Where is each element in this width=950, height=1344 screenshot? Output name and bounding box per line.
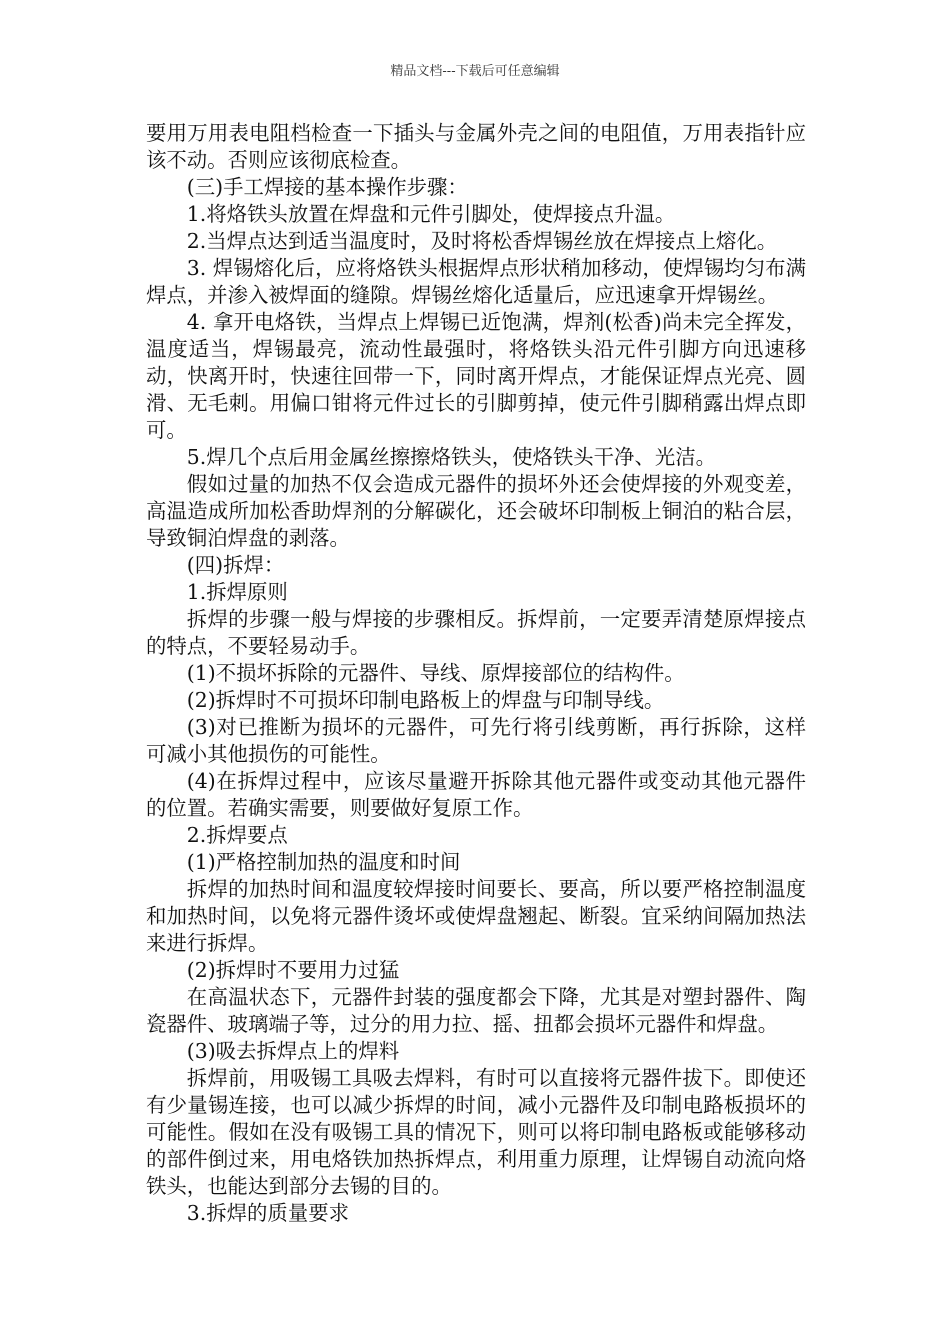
paragraph: 拆焊的步骤一般与焊接的步骤相反。拆焊前，一定要弄清楚原焊接点的特点，不要轻易动手。: [146, 607, 806, 658]
paragraph: 在高温状态下，元器件封装的强度都会下降，尤其是对塑封器件、陶瓷器件、玻璃端子等，过分的用力拉、摇、扭都会损坏元器件和焊盘。: [146, 985, 806, 1036]
paragraph: 1.拆焊原则: [186, 580, 288, 604]
paragraph: 5.焊几个点后用金属丝擦擦烙铁头，使烙铁头干净、光洁。: [186, 445, 717, 469]
paragraph: 3. 焊锡熔化后，应将烙铁头根据焊点形状稍加移动，使焊锡均匀布满焊点，并渗入被焊面的缝隙。焊锡丝熔化适量后，应迅速拿开焊锡丝。: [146, 256, 806, 307]
paragraph: 3.拆焊的质量要求: [186, 1201, 349, 1225]
paragraph: 假如过量的加热不仅会造成元器件的损坏外还会使焊接的外观变差，高温造成所加松香助焊剂的分解碳化，还会破坏印制板上铜泊的粘合层，导致铜泊焊盘的剥落。: [146, 472, 806, 550]
paragraph: 2.拆焊要点: [186, 823, 288, 847]
paragraph: (三)手工焊接的基本操作步骤：: [186, 175, 468, 199]
paragraph: 要用万用表电阻档检查一下插头与金属外壳之间的电阻值，万用表指针应该不动。否则应该彻底检查。: [146, 121, 806, 172]
paragraph: 拆焊的加热时间和温度较焊接时间要长、要高，所以要严格控制温度和加热时间，以免将元器件烫坏或使焊盘翘起、断裂。宜采纳间隔加热法来进行拆焊。: [146, 877, 806, 955]
paragraph: (4)在拆焊过程中，应该尽量避开拆除其他元器件或变动其他元器件的位置。若确实需要，则要做好复原工作。: [146, 769, 806, 820]
paragraph: (3)吸去拆焊点上的焊料: [186, 1039, 400, 1063]
paragraph: 4. 拿开电烙铁，当焊点上焊锡已近饱满，焊剂(松香)尚未完全挥发，温度适当，焊锡最亮，流动性最强时，将烙铁头沿元件引脚方向迅速移动，快离开时，快速往回带一下，同时离开焊点，才能保证焊点光亮、圆滑、无毛刺。用偏口钳将元件过长的引脚剪掉，使元件引脚稍露出焊点即可。: [146, 310, 806, 442]
paragraph: (1)不损坏拆除的元器件、导线、原焊接部位的结构件。: [186, 661, 685, 685]
page-header: 精品文档---下载后可任意编辑: [390, 64, 560, 79]
paragraph: (2)拆焊时不要用力过猛: [186, 958, 400, 982]
paragraph: (2)拆焊时不可损坏印制电路板上的焊盘与印制导线。: [186, 688, 665, 712]
paragraph: 2.当焊点达到适当温度时，及时将松香焊锡丝放在焊接点上熔化。: [186, 229, 778, 253]
paragraph: (四)拆焊：: [186, 553, 285, 577]
paragraph: (3)对已推断为损坏的元器件，可先行将引线剪断，再行拆除，这样可减小其他损伤的可能性。: [146, 715, 806, 766]
document-body: [146, 120, 806, 1227]
paragraph: (1)严格控制加热的温度和时间: [186, 850, 461, 874]
paragraph: 拆焊前，用吸锡工具吸去焊料，有时可以直接将元器件拔下。即使还有少量锡连接，也可以减少拆焊的时间，减小元器件及印制电路板损坏的可能性。假如在没有吸锡工具的情况下，则可以将印制电路板或能够移动的部件倒过来，用电烙铁加热拆焊点，利用重力原理，让焊锡自动流向烙铁头，也能达到部分去锡的目的。: [146, 1066, 806, 1198]
paragraph: 1.将烙铁头放置在焊盘和元件引脚处，使焊接点升温。: [186, 202, 676, 226]
